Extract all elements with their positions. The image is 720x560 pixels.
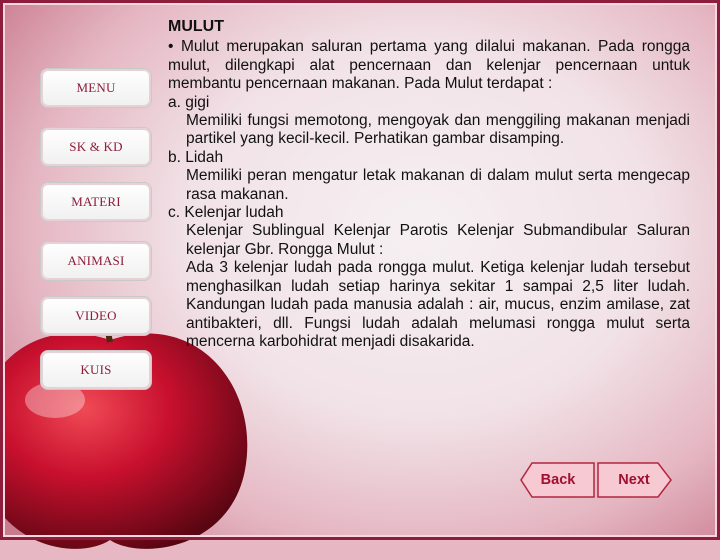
video-button-label: VIDEO — [75, 308, 117, 323]
back-button-label: Back — [540, 472, 576, 488]
kuis-button-label: KUIS — [80, 362, 112, 377]
content-area — [168, 18, 690, 351]
materi-button[interactable] — [40, 182, 152, 222]
page-title: MULUT — [168, 18, 224, 35]
section-c-heading: c. Kelenjar ludah — [168, 204, 284, 222]
section-c-body-2: Ada 3 kelenjar ludah pada rongga mulut. Ketiga kelenjar ludah tersebut menghasilkan ludah setiap harinya sekitar 1 sampai 2,5 liter ludah. Kandungan ludah pada manusia adalah : air, mucus, enzim amilase, zat antibakteri, dll. Fungsi ludah adalah melumasi rongga mulut serta mencerna karbohidrat menjadi disakarida. — [186, 259, 690, 350]
intro-paragraph: • Mulut merupakan saluran pertama yang dilalui makanan. Pada rongga mulut, dilengkapi alat pencernaan dan kelenjar pencernaan untuk membantu pencernaan makanan. Pada Mulut terdapat : — [168, 38, 690, 93]
next-button[interactable] — [596, 461, 672, 499]
sk-kd-button[interactable] — [40, 127, 152, 167]
section-b-heading: b. Lidah — [168, 148, 224, 166]
section-b-body: Memiliki peran mengatur letak makanan di dalam mulut serta mengecap rasa makanan. — [186, 167, 690, 203]
animasi-button[interactable] — [40, 241, 152, 281]
video-button[interactable] — [40, 296, 152, 336]
section-a-heading: a. gigi — [168, 93, 210, 111]
materi-button-label: MATERI — [71, 194, 121, 209]
animasi-button-label: ANIMASI — [67, 253, 125, 268]
section-a-body: Memiliki fungsi memotong, mengoyak dan menggiling makanan menjadi partikel yang kecil-kecil. Perhatikan gambar disamping. — [186, 112, 690, 148]
section-c-body-1: Kelenjar Sublingual Kelenjar Parotis Kelenjar Submandibular Saluran kelenjar Gbr. Rongga Mulut : — [186, 222, 690, 258]
menu-button[interactable] — [40, 68, 152, 108]
sk-kd-button-label: SK & KD — [69, 139, 123, 154]
kuis-button[interactable] — [40, 350, 152, 390]
back-button[interactable] — [520, 461, 596, 499]
menu-button-label: MENU — [76, 80, 116, 95]
next-button-label: Next — [618, 472, 650, 488]
